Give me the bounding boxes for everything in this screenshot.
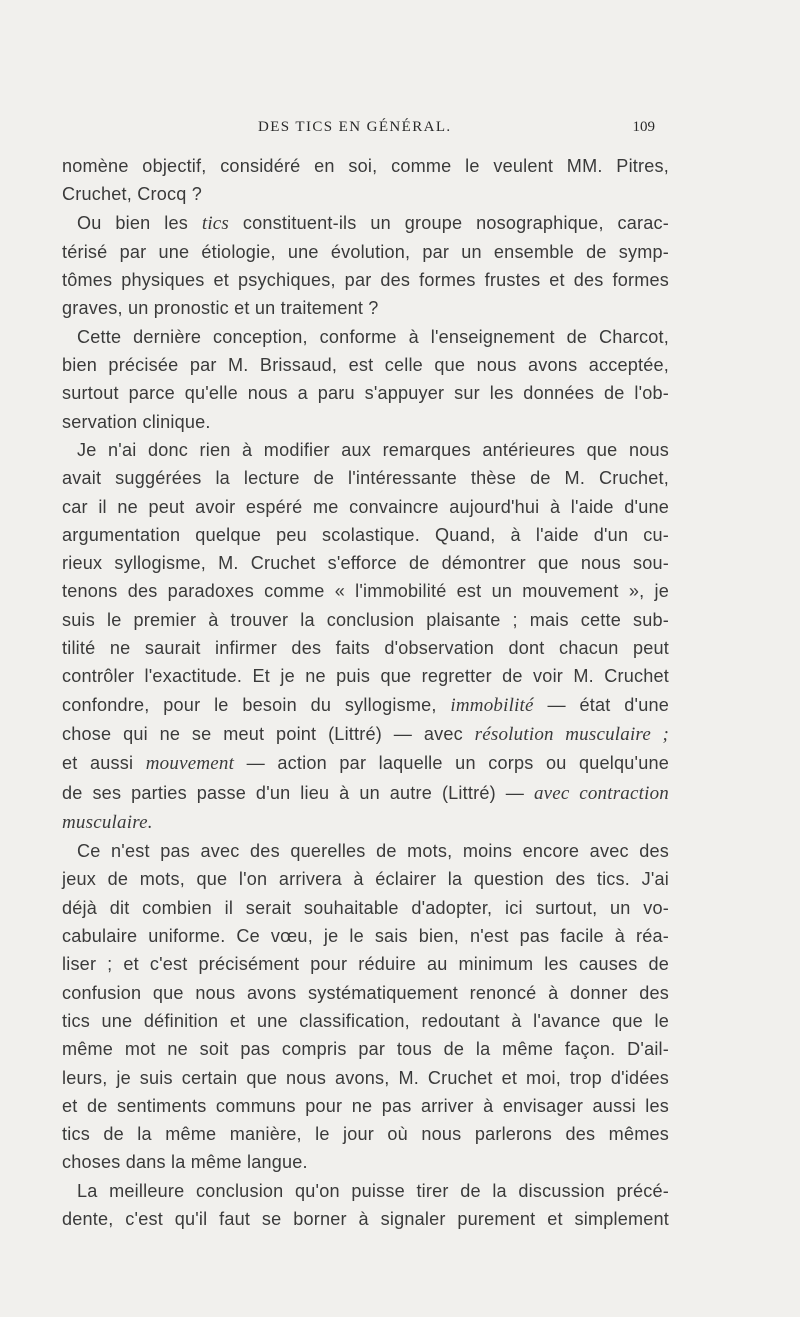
page-number: 109 xyxy=(632,119,655,135)
text-run: La meilleure conclusion qu'on puisse tirer de la discussion précé- xyxy=(77,1180,669,1201)
italic-text-run: mouvement xyxy=(145,753,235,775)
text-run: confondre, pour le besoin du syllogisme, xyxy=(62,694,451,715)
text-run: graves, un pronostic et un traitement ? xyxy=(62,298,379,319)
text-line xyxy=(62,1007,669,1035)
text-run: tics une définition et une classification, redoutant à l'avance que le xyxy=(62,1010,669,1031)
running-title: DES TICS EN GÉNÉRAL. xyxy=(258,119,452,135)
text-line xyxy=(62,865,669,893)
italic-text-run: immobilité xyxy=(450,694,534,716)
running-head xyxy=(62,119,655,143)
text-line xyxy=(62,1092,669,1120)
text-line xyxy=(62,691,669,720)
text-line xyxy=(62,749,669,778)
text-line xyxy=(62,549,669,577)
text-run: leurs, je suis certain que nous avons, M. Cruchet et moi, trop d'idées xyxy=(62,1067,669,1088)
text-run: tics de la même manière, le jour où nous parlerons des mêmes xyxy=(62,1124,669,1145)
text-run: dente, c'est qu'il faut se borner à signaler purement et simplement xyxy=(62,1208,669,1229)
text-run: jeux de mots, que l'on arrivera à éclairer la question des tics. J'ai xyxy=(62,869,669,890)
text-line xyxy=(62,493,669,521)
text-run: car il ne peut avoir espéré me convaincre aujourd'hui à l'aide d'une xyxy=(62,496,669,517)
text-run: térisé par une étiologie, une évolution, par un ensemble de symp- xyxy=(62,241,669,262)
text-run: et de sentiments communs pour ne pas arriver à envisager aussi les xyxy=(62,1095,669,1116)
text-run: choses dans la même langue. xyxy=(62,1152,308,1173)
text-line xyxy=(62,577,669,605)
text-run: confusion que nous avons systématiquement renoncé à donner des xyxy=(62,982,669,1003)
text-run: tenons des paradoxes comme « l'immobilité est un mouvement », je xyxy=(62,581,669,602)
text-run: constituent-ils un groupe nosographique, carac- xyxy=(229,212,669,233)
text-line xyxy=(62,379,669,407)
text-run: tilité ne saurait infirmer des faits d'observation dont chacun peut xyxy=(62,638,669,659)
text-run: suis le premier à trouver la conclusion plaisante ; mais cette sub- xyxy=(62,609,669,630)
text-run: de ses parties passe d'un lieu à un autre (Littré) — xyxy=(62,782,534,803)
text-line xyxy=(62,323,669,351)
text-line xyxy=(62,1120,669,1148)
text-line xyxy=(62,634,669,662)
text-run: liser ; et c'est précisément pour réduire au minimum les causes de xyxy=(62,954,669,975)
text-run: même mot ne soit pas compris par tous de la même façon. D'ail- xyxy=(62,1039,669,1060)
italic-text-run: musculaire. xyxy=(62,811,153,833)
text-run: surtout parce qu'elle nous a paru s'appuyer sur les données de l'ob- xyxy=(62,383,669,404)
text-line xyxy=(62,720,669,749)
italic-text-run: résolution musculaire ; xyxy=(474,723,669,745)
text-line xyxy=(62,837,669,865)
text-line xyxy=(62,464,669,492)
text-run: avait suggérées la lecture de l'intéressante thèse de M. Cruchet, xyxy=(62,468,669,489)
text-line xyxy=(62,922,669,950)
text-run: rieux syllogisme, M. Cruchet s'efforce de démontrer que nous sou- xyxy=(62,553,669,574)
text-line xyxy=(62,180,669,208)
text-run: nomène objectif, considéré en soi, comme le veulent MM. Pitres, xyxy=(62,156,669,176)
text-line xyxy=(62,521,669,549)
text-line xyxy=(62,1064,669,1092)
text-run: Ou bien les xyxy=(77,212,202,233)
text-line xyxy=(62,779,669,808)
text-run: Cette dernière conception, conforme à l'enseignement de Charcot, xyxy=(77,326,669,347)
text-line xyxy=(62,950,669,978)
text-line xyxy=(62,1177,669,1205)
text-run: cabulaire uniforme. Ce vœu, je le sais bien, n'est pas facile à réa- xyxy=(62,926,669,947)
text-line xyxy=(62,209,669,238)
text-line xyxy=(62,436,669,464)
text-line xyxy=(62,606,669,634)
text-run: Cruchet, Crocq ? xyxy=(62,184,202,205)
text-line xyxy=(62,808,669,837)
text-run: — état d'une xyxy=(533,694,669,715)
italic-text-run: tics xyxy=(201,212,230,234)
text-run: Ce n'est pas avec des querelles de mots, moins encore avec des xyxy=(77,841,669,862)
italic-text-run: avec contraction xyxy=(533,782,669,804)
text-run: servation clinique. xyxy=(62,411,211,432)
text-run: chose qui ne se meut point (Littré) — avec xyxy=(62,723,475,744)
text-line xyxy=(62,1148,669,1176)
text-line xyxy=(62,294,669,322)
text-line xyxy=(62,408,669,436)
text-run: contrôler l'exactitude. Et je ne puis que regretter de voir M. Cruchet xyxy=(62,666,669,687)
text-run: et aussi xyxy=(62,753,146,774)
text-run: argumentation quelque peu scolastique. Quand, à l'aide d'un cu- xyxy=(62,524,669,545)
text-run: bien précisée par M. Brissaud, est celle que nous avons acceptée, xyxy=(62,355,669,376)
text-run: Je n'ai donc rien à modifier aux remarques antérieures que nous xyxy=(77,439,669,460)
text-line xyxy=(62,266,669,294)
text-line xyxy=(62,238,669,266)
text-line xyxy=(62,979,669,1007)
text-line xyxy=(62,662,669,690)
text-line xyxy=(62,351,669,379)
text-line xyxy=(62,894,669,922)
text-run: tômes physiques et psychiques, par des formes frustes et des formes xyxy=(62,270,669,291)
text-run: — action par laquelle un corps ou quelqu'une xyxy=(234,753,669,774)
text-run: déjà dit combien il serait souhaitable d'adopter, ici surtout, un vo- xyxy=(62,897,669,918)
text-line xyxy=(62,1205,669,1233)
text-line xyxy=(62,152,669,180)
text-line xyxy=(62,1035,669,1063)
body-text xyxy=(62,152,669,1233)
